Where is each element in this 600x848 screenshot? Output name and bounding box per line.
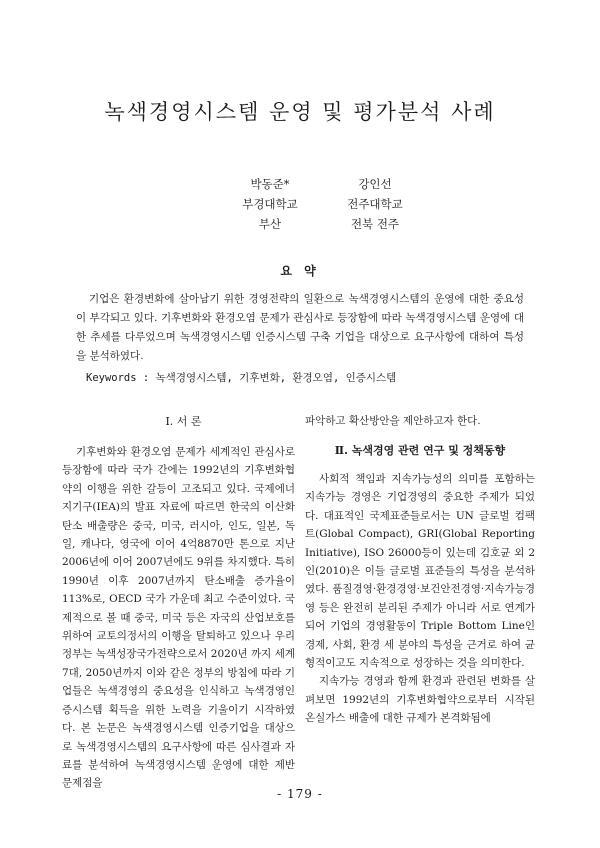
right-column xyxy=(305,470,535,728)
keywords: Keywords : 녹색경영시스템, 기후변화, 환경오염, 인증시스템 xyxy=(86,372,397,384)
author-affiliation: 전주대학교 xyxy=(347,197,403,211)
trends-paragraph-2: 지속가능 경영과 함께 환경과 관련된 변화를 살펴보면 1992년의 기후변화협약으로부터 시작된 온실가스 배출에 대한 규제가 본격화됨에 xyxy=(305,675,535,725)
author-name: 강인선 xyxy=(358,177,392,191)
author-location: 전북 전주 xyxy=(350,217,400,231)
trends-paragraph-1: 사회적 책임과 지속가능성의 의미를 포함하는 지속가능 경영은 기업경영의 중요한 주제가 되었다. 대표적인 국제표준들로서는 UN 글로벌 컴팩트(Global Compact), GRI(Global Reporting Initiative), ISO 26000등이 있는데 김호균 외 2인(2010)은 이들 글로벌 표준들의 특성을 분석하였다. 품질경영·환경경영·보건안전경영·지속가능경영 등은 완전히 분리된 주제가 아니라 서로 연계가 되어 기업의 경영활동이 Triple Bottom Line인 경제, 사회, 환경 세 분야의 특성을 근거로 하여 균형적이고도 지속적으로 성장하는 것을 의미한다. xyxy=(305,473,535,670)
intro-continued: 파악하고 확산방안을 제안하고자 한다. xyxy=(305,415,481,427)
author-2 xyxy=(305,174,445,234)
paper-title: 녹색경영시스템 운영 및 평가분석 사례 xyxy=(104,100,496,124)
left-column xyxy=(62,443,295,793)
page-number: - 179 - xyxy=(277,787,323,801)
author-affiliation: 부경대학교 xyxy=(242,197,298,211)
section-heading-trends: Ⅱ. 녹색경영 관련 연구 및 정책동향 xyxy=(334,444,506,457)
author-location: 부산 xyxy=(258,217,282,231)
section-heading-introduction: Ⅰ. 서 론 xyxy=(165,415,202,428)
intro-paragraph: 기후변화와 환경오염 문제가 세계적인 관심사로 등장함에 따라 국가 간에는 1992년의 기후변화협약의 이행을 위한 갈등이 고조되고 있다. 국제에너지기구(IEA)의 발표 자료에 따르면 한국의 이산화탄소 배출량은 중국, 미국, 러시아, 인도, 일본, 독일, 캐나다, 영국에 이어 4억8870만 톤으로 지난 2006년에 이어 2007년에도 9위를 차지했다. 특히 1990년 이후 2007년까지 탄소배출 증가율이 113%로, OECD 국가 가운데 최고 수준이었다. 국제적으로 볼 때 중국, 미국 등은 자국의 산업보호를 위하여 교토의정서의 이행을 탈퇴하고 있으나 우리 정부는 녹색성장국가전략으로서 2020년 까지 세계 7대, 2050년까지 이와 같은 정부의 방침에 따라 기업들은 녹색경영의 중요성을 인식하고 녹색경영인증시스템 획득을 위한 노력을 기울이기 시작하였다. 본 논문은 녹색경영시스템 인증기업을 대상으로 녹색경영시스템의 요구사항에 따른 심사결과 자료를 분석하여 녹색경영시스템 운영에 대한 제반 문제점을 xyxy=(62,446,295,790)
abstract-text: 기업은 환경변화에 살아남기 위한 경영전략의 일환으로 녹색경영시스템의 운영에 대한 중요성이 부각되고 있다. 기후변화와 환경오염 문제가 관심사로 등장함에 따라 녹색경영시스템 운영에 대한 추세를 다루었으며 녹색경영시스템 인증시스템 구축 기업을 대상으로 요구사항에 대하여 특성을 분석하였다. xyxy=(76,293,524,362)
author-name: 박동준* xyxy=(250,177,290,191)
abstract-heading: 요 약 xyxy=(280,264,320,278)
